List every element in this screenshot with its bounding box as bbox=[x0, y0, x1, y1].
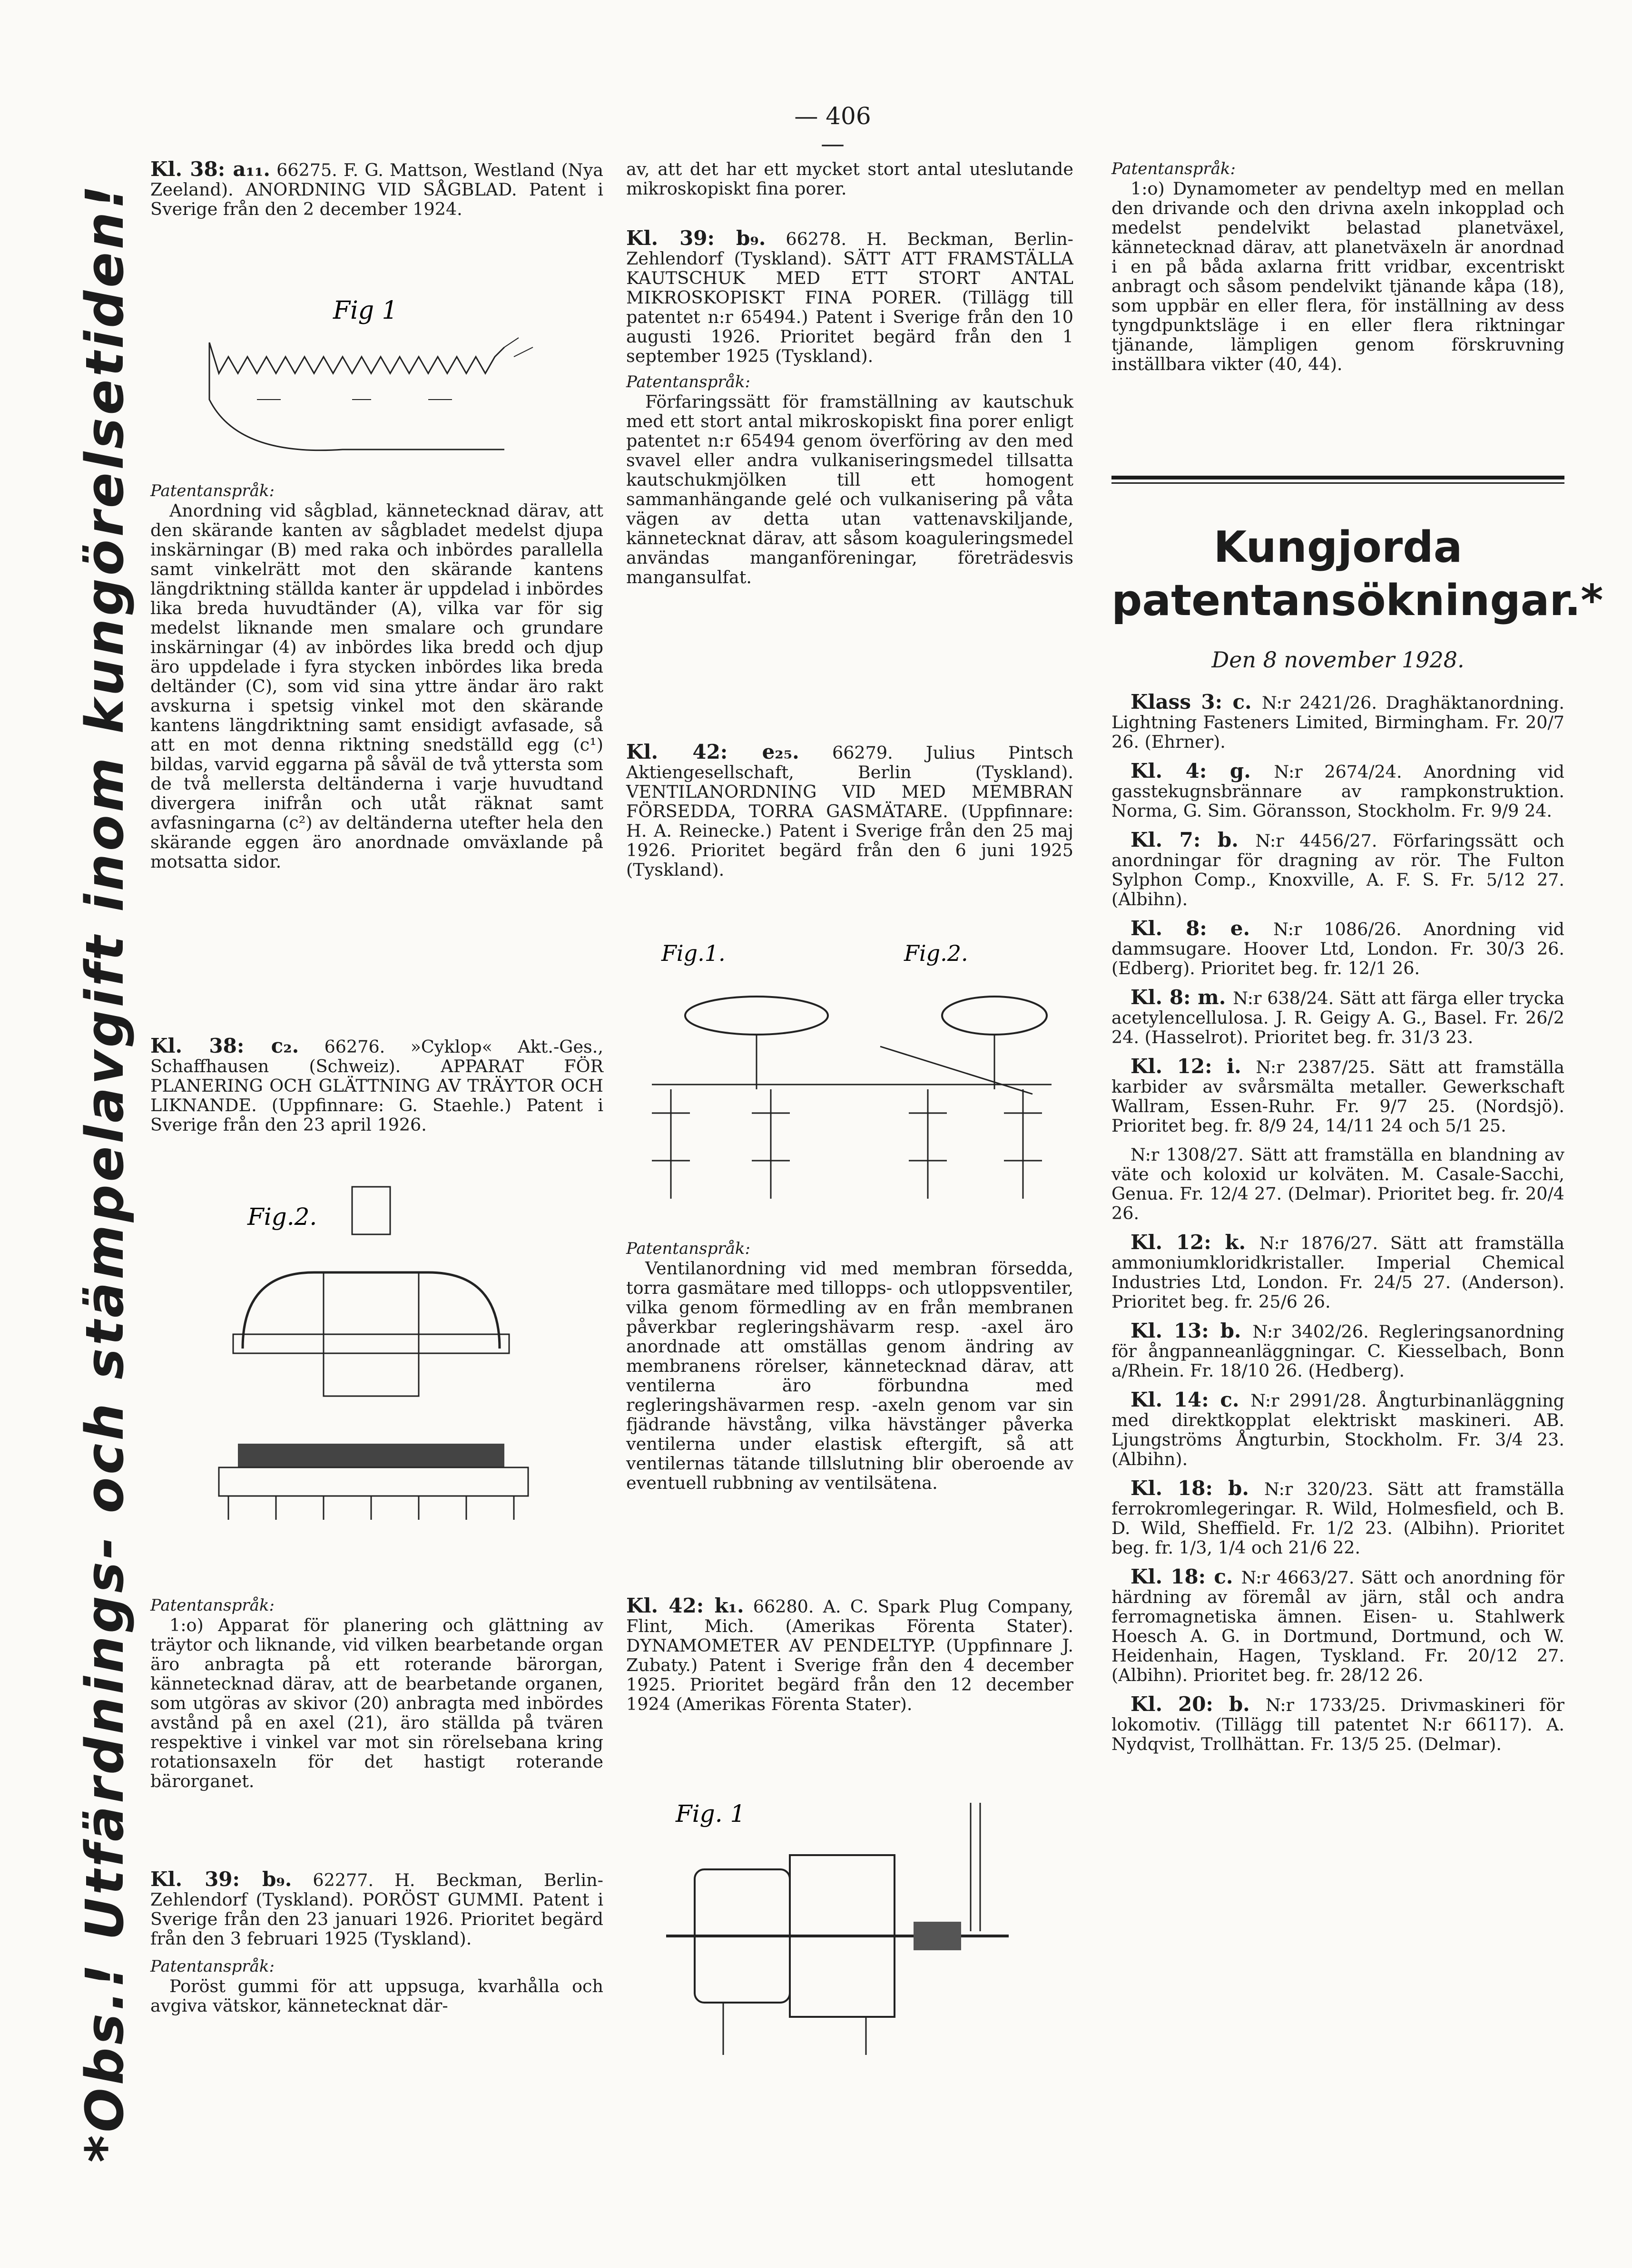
class-label: Kl. 38: c₂. bbox=[150, 1034, 299, 1057]
application-entry bbox=[1111, 1056, 1564, 1135]
application-text: N:r 1086/26. Anordning vid dammsugare. Hoover Ltd, London. Fr. 30/3 26. (Edberg). Prioritet beg. fr. 12/1 26. bbox=[1111, 919, 1564, 978]
class-label: Kl. 8: m. bbox=[1131, 986, 1233, 1009]
claim-heading: Patentanspråk: bbox=[1111, 159, 1236, 178]
claim-text: Förfaringssätt för framställning av kautschuk med ett stort antal mikroskopiskt fina porer enligt patentet n:r 65494 genom överföring av den med svavel eller andra vulkaniseringsmedel tillsatta kautschukmjölken till ett homogent sammanhängande gelé och vulkanisering på våta vägen av detta utan vattenavskiljande, kännetecknat därav, att såsom koaguleringsmedel användas manganföreningar, företrädesvis mangansulfat. bbox=[626, 391, 1073, 587]
claim-text: Poröst gummi för att uppsuga, kvarhålla och avgiva vätskor, kännetecknat där- bbox=[150, 1976, 603, 2016]
application-entry bbox=[1111, 919, 1564, 978]
application-text: N:r 4663/27. Sätt och anordning för härdning av föremål av järn, stål och andra ferromagnetiska ämnen. Eisen- u. Stahlwerk Hoesch A. G. in Dortmund, Dortmund, och W. Heidenhain, Hagen, Tyskland. Fr. 20/12 27. (Albihn). Prioritet beg. fr. 28/12 26. bbox=[1111, 1567, 1564, 1685]
figure-label: Fig 1 bbox=[333, 296, 398, 325]
application-entry bbox=[1111, 1390, 1564, 1469]
section-date: Den 8 november 1928. bbox=[1211, 647, 1465, 673]
application-entry bbox=[1111, 761, 1564, 821]
sidebar-notice: *Obs.! Utfärdnings- och stämpelavgift inom kungörelsetiden! bbox=[74, 182, 135, 2163]
application-entry bbox=[1111, 1232, 1564, 1311]
entry-text: 66278. H. Beckman, Berlin-Zehlendorf (Tyskland). SÄTT ATT FRAMSTÄLLA KAUTSCHUK MED ETT STORT ANTAL MIKROSKOPISKT FINA PORER. (Tillägg till patentet n:r 65494.) Patent i Sverige från den 10 augusti 1926. Prioritet begärd från den 1 september 1925 (Tyskland). bbox=[626, 229, 1073, 366]
claim-text: Ventilanordning vid med membran försedda, torra gasmätare med tillopps- och utloppsventiler, vilka genom förmedling av en från membranen påverkbar regleringshävarm resp. -axel äro anordnade att omställas genom ändring av membranens rörelser, kännetecknad därav, att ventilerna äro förbundna med regleringshävarmen resp. -axeln genom var sin fjädrande hävstång, vilka hävstänger påverka ventilerna under elastisk eftergift, så att ventilernas tätande tillslutning blir oberoende av eventuell rubbning av ventilsätena. bbox=[626, 1258, 1073, 1493]
class-label: Kl. 13: b. bbox=[1131, 1319, 1253, 1342]
entry-66275 bbox=[150, 159, 603, 219]
application-text: N:r 4456/27. Förfaringssätt och anordningar för dragning av rör. The Fulton Sylphon Comp., Knoxville, A. F. S. Fr. 5/12 27. (Albihn). bbox=[1111, 831, 1564, 909]
class-label: Kl. 39: b₉. bbox=[626, 226, 766, 250]
class-label: Kl. 39: b₉. bbox=[150, 1867, 292, 1891]
entry-66276 bbox=[150, 1036, 603, 1134]
gas-meter-valve-figure bbox=[633, 932, 1075, 1218]
entry-text: 66280. A. C. Spark Plug Company, Flint, Mich. (Amerikas Förenta Stater). DYNAMOMETER AV PENDELTYP. (Uppfinnare J. Zubaty.) Patent i Sverige från den 4 december 1925. Prioritet begärd från den 12 december 1924 (Amerikas Förenta Stater). bbox=[626, 1596, 1073, 1714]
claim-heading: Patentanspråk: bbox=[626, 1239, 750, 1258]
application-entry bbox=[1111, 987, 1564, 1047]
claim-text: 1:o) Dynamometer av pendeltyp med en mellan den drivande och den drivna axeln inkopplad och medelst pendelvikt belastad planetväxel, kännetecknad därav, att planetväxeln är anordnad i en på båda axlarna fritt vridbar, excentriskt anbragt och såsom pendelvikt tjänande kåpa (18), som uppbär en eller flera, för inställning av dess tyngdpunktsläge i en eller flera riktningar tjänande, lämpligen genom förskruvning inställbara vikter (40, 44). bbox=[1111, 178, 1564, 374]
section-title: Kungjorda patentansökningar.* bbox=[1111, 522, 1603, 626]
application-text: N:r 2674/24. Anordning vid gasstekugnsbrännare av rampkonstruktion. Norma, G. Sim. Göransson, Stockholm. Fr. 9/9 24. bbox=[1111, 762, 1564, 821]
class-label: Kl. 12: k. bbox=[1131, 1231, 1259, 1254]
application-entry bbox=[1111, 1478, 1564, 1557]
entry-text: 66276. »Cyklop« Akt.-Ges., Schaffhausen (Schweiz). APPARAT FÖR PLANERING OCH GLÄTTNING AV TRÄYTOR OCH LIKNANDE. (Uppfinnare: G. Staehle.) Patent i Sverige från den 23 april 1926. bbox=[150, 1036, 603, 1135]
entry-62277 bbox=[150, 1869, 603, 2015]
class-label: Kl. 20: b. bbox=[1131, 1692, 1266, 1716]
claim-66275 bbox=[150, 481, 603, 871]
application-text: N:r 2421/26. Draghäktanordning. Lightning Fasteners Limited, Birmingham. Fr. 20/7 26. (Ehrner). bbox=[1111, 693, 1564, 752]
class-label: Kl. 42: e₂₅. bbox=[626, 740, 799, 763]
claim-66276 bbox=[150, 1596, 603, 1791]
application-entry bbox=[1111, 830, 1564, 909]
application-text: N:r 1876/27. Sätt att framställa ammoniumkloridkristaller. Imperial Chemical Industries Ltd, London. Fr. 24/5 27. (Anderson). Prioritet beg. fr. 25/6 26. bbox=[1111, 1233, 1564, 1312]
application-entry bbox=[1111, 1321, 1564, 1380]
application-entry bbox=[1111, 1567, 1564, 1685]
page-number: — 406 — bbox=[794, 102, 871, 157]
dynamometer-figure bbox=[647, 1789, 1066, 2083]
application-entry bbox=[1111, 1694, 1564, 1754]
claim-text: 1:o) Apparat för planering och glättning av träytor och liknande, vid vilken bearbetande organ äro anbragta på ett roterande bärorgan, kännetecknad därav, att de bearbetande organen, som utgöras av skivor (20) anbragta med inbördes avstånd på en axel (21), äro ställda på tvären respektive i vinkel var mot sin rörelsebana kring rotationsaxeln för det hastigt roterande bärorganet. bbox=[150, 1615, 603, 1791]
entry-text: 66275. F. G. Mattson, Westland (Nya Zeeland). ANORDNING VID SÅGBLAD. Patent i Sverige från den 2 december 1924. bbox=[150, 160, 603, 219]
claim-66279 bbox=[626, 1239, 1073, 1493]
application-text: N:r 1733/25. Drivmaskineri för lokomotiv. (Tillägg till patentet N:r 66117). A. Nydqvist, Trollhättan. Fr. 13/5 25. (Delmar). bbox=[1111, 1695, 1564, 1754]
figure-label-1: Fig.1. bbox=[661, 940, 726, 966]
class-label: Kl. 38: a₁₁. bbox=[150, 157, 270, 181]
application-text: N:r 320/23. Sätt att framställa ferrokromlegeringar. R. Wild, Holmesfield, och B. D. Wild, Sheffield. Fr. 1/2 23. (Albihn). Prioritet beg. fr. 1/3, 1/4 och 21/6 22. bbox=[1111, 1479, 1564, 1558]
continuation-text: av, att det har ett mycket stort antal uteslutande mikroskopiskt fina porer. bbox=[626, 159, 1073, 199]
class-label: Kl. 42: k₁. bbox=[626, 1594, 744, 1617]
continuation bbox=[626, 159, 1073, 198]
application-text: N:r 3402/26. Regleringsanordning för ångpanneanläggningar. C. Kiesselbach, Bonn a/Rhein. Fr. 18/10 26. (Hedberg). bbox=[1111, 1321, 1564, 1381]
figure-label: Fig.2. bbox=[247, 1203, 317, 1231]
entry-66279 bbox=[626, 742, 1073, 880]
claim-heading: Patentanspråk: bbox=[150, 481, 275, 500]
class-label: Kl. 18: c. bbox=[1131, 1565, 1241, 1588]
class-label: Kl. 18: b. bbox=[1131, 1476, 1264, 1500]
class-label: Kl. 12: i. bbox=[1131, 1055, 1256, 1078]
entry-text: 66279. Julius Pintsch Aktiengesellschaft, Berlin (Tyskland). VENTILANORDNING VID MED MEMBRAN FÖRSEDDA, TORRA GASMÄTARE. (Uppfinnare: H. A. Reinecke.) Patent i Sverige från den 25 maj 1926. Prioritet begärd från den 6 juni 1925 (Tyskland). bbox=[626, 743, 1073, 880]
class-label: Kl. 14: c. bbox=[1131, 1388, 1251, 1411]
claim-heading: Patentanspråk: bbox=[626, 372, 750, 391]
application-text: N:r 1308/27. Sätt att framställa en blandning av väte och koloxid ur kolväten. M. Casale-Sacchi, Genua. Fr. 12/4 27. (Delmar). Prioritet beg. fr. 20/4 26. bbox=[1111, 1144, 1564, 1223]
figure-label-2: Fig.2. bbox=[904, 940, 968, 966]
application-text: N:r 638/24. Sätt att färga eller trycka acetylencellulosa. J. R. Geigy A. G., Basel. Fr. 26/2 24. (Hasselrot). Prioritet beg. fr. 31/3 23. bbox=[1111, 988, 1564, 1047]
application-entry bbox=[1111, 1145, 1564, 1223]
application-text: N:r 2991/28. Ångturbinanläggning med direktkopplat elektriskt maskineri. AB. Ljungströms Ångturbin, Stockholm. Fr. 3/4 23. (Albihn). bbox=[1111, 1390, 1565, 1469]
saw-blade-figure bbox=[200, 285, 600, 471]
class-label: Klass 3: c. bbox=[1131, 690, 1262, 714]
class-label: Kl. 4: g. bbox=[1131, 759, 1274, 782]
claim-heading: Patentanspråk: bbox=[150, 1957, 275, 1976]
class-label: Kl. 7: b. bbox=[1131, 828, 1256, 851]
claim-heading: Patentanspråk: bbox=[150, 1596, 275, 1615]
claim-66280 bbox=[1111, 159, 1564, 374]
entry-66278 bbox=[626, 228, 1073, 587]
figure-label: Fig. 1 bbox=[676, 1800, 746, 1828]
entry-66280 bbox=[626, 1596, 1073, 1714]
planing-apparatus-figure bbox=[181, 1177, 595, 1577]
application-text: N:r 2387/25. Sätt att framställa karbider av svårsmälta metaller. Gewerkschaft Wallram, Essen-Ruhr. Fr. 9/7 25. (Nordsjö). Prioritet beg. fr. 8/9 24, 14/11 24 och 5/1 25. bbox=[1111, 1057, 1564, 1136]
entry-text: 62277. H. Beckman, Berlin-Zehlendorf (Tyskland). PORÖST GUMMI. Patent i Sverige från den 23 januari 1926. Prioritet begärd från den 3 februari 1925 (Tyskland). bbox=[150, 1870, 603, 1949]
claim-text: Anordning vid sågblad, kännetecknad därav, att den skärande kanten av sågbladet medelst djupa inskärningar (B) med raka och inbördes parallella samt vinkelrätt mot den skärande kantens längdriktning ställda kanter är uppdelad i inbördes lika breda huvudtänder (A), vilka var för sig medelst liknande men smalare och grundare inskärningar (4) av inbördes lika bredd och djup äro uppdelade i fyra stycken inbördes lika breda deltänder (C), som vid sina yttre ändar äro rakt avskurna i spetsig vinkel mot den skärande kantens längdriktning samt ensidigt avfasade, så att en mot denna riktning snedställd egg (c¹) bildas, varvid eggarna på såväl de två yttersta som de två mellersta deltänderna i varje huvudtand divergera inifrån och utåt räknat samt avfasningarna (c²) av deltänderna utefter hela den skärande eggen äro anordnade omväxlande på motsatta sidor. bbox=[150, 500, 603, 872]
application-entry bbox=[1111, 692, 1564, 752]
section-rule-thin bbox=[1111, 482, 1564, 484]
class-label: Kl. 8: e. bbox=[1131, 917, 1274, 940]
section-rule-thick bbox=[1111, 476, 1564, 479]
applications-list bbox=[1111, 692, 1564, 1763]
